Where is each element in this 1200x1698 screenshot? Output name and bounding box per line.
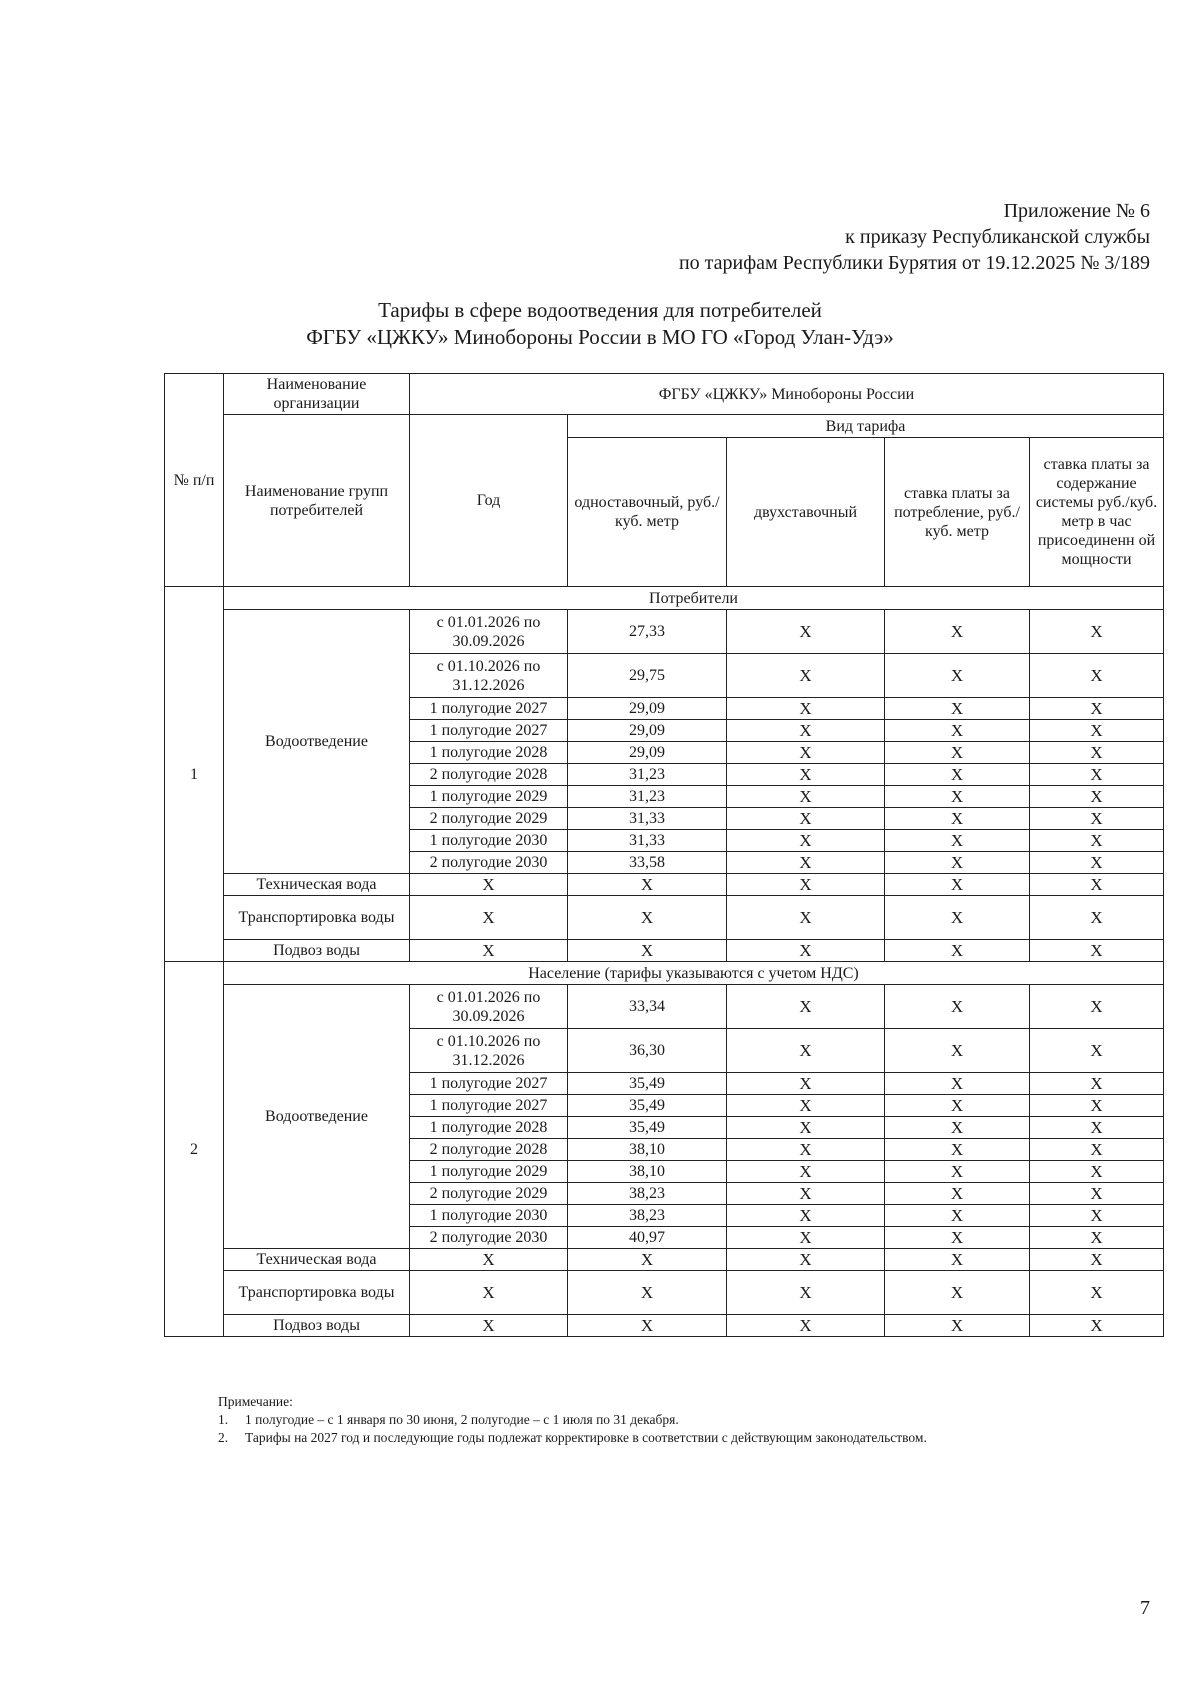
- group-name: Техническая вода: [224, 1249, 410, 1271]
- header-tariff-type: Вид тарифа: [568, 415, 1164, 438]
- header-row-1: [165, 374, 1164, 415]
- one-part-value: 27,33: [568, 610, 727, 654]
- section-title-row: [165, 962, 1164, 985]
- header-year: Год: [410, 415, 568, 587]
- one-part-value: 29,09: [568, 720, 727, 742]
- maintenance-rate-value: X: [1030, 1029, 1164, 1073]
- group-name: Транспортировка воды: [224, 896, 410, 940]
- consumption-rate-value: X: [885, 654, 1030, 698]
- one-part-value: 38,23: [568, 1183, 727, 1205]
- note-item: [218, 1411, 927, 1429]
- year-cell: 1 полугодие 2029: [410, 1161, 568, 1183]
- maintenance-rate-value: X: [1030, 896, 1164, 940]
- two-part-value: X: [727, 1095, 885, 1117]
- maintenance-rate-value: X: [1030, 1117, 1164, 1139]
- two-part-value: X: [727, 1117, 885, 1139]
- maintenance-rate-value: X: [1030, 1249, 1164, 1271]
- maintenance-rate-value: X: [1030, 808, 1164, 830]
- header-consumption-rate: ставка платы за потребление, руб./ куб. метр: [885, 438, 1030, 587]
- header-maintenance-rate: ставка платы за содержание системы руб./куб. метр в час присоединенн ой мощности: [1030, 438, 1164, 587]
- year-cell: 1 полугодие 2029: [410, 786, 568, 808]
- maintenance-rate-value: X: [1030, 1183, 1164, 1205]
- consumption-rate-value: X: [885, 940, 1030, 962]
- two-part-value: X: [727, 874, 885, 896]
- consumption-rate-value: X: [885, 852, 1030, 874]
- one-part-value: 35,49: [568, 1073, 727, 1095]
- one-part-value: 38,10: [568, 1139, 727, 1161]
- table-row: [165, 985, 1164, 1029]
- year-cell: 2 полугодие 2030: [410, 852, 568, 874]
- header-row-2: [165, 415, 1164, 438]
- header-one-part: одноставочный, руб./ куб. метр: [568, 438, 727, 587]
- two-part-value: X: [727, 940, 885, 962]
- consumption-rate-value: X: [885, 808, 1030, 830]
- note-number: 1.: [218, 1412, 229, 1427]
- consumption-rate-value: X: [885, 896, 1030, 940]
- two-part-value: X: [727, 720, 885, 742]
- two-part-value: X: [727, 985, 885, 1029]
- one-part-value: 29,09: [568, 698, 727, 720]
- maintenance-rate-value: X: [1030, 940, 1164, 962]
- consumption-rate-value: X: [885, 1315, 1030, 1337]
- group-name: Водоотведение: [224, 985, 410, 1249]
- two-part-value: X: [727, 1183, 885, 1205]
- year-cell: с 01.10.2026 по 31.12.2026: [410, 654, 568, 698]
- maintenance-rate-value: X: [1030, 610, 1164, 654]
- year-cell: X: [410, 874, 568, 896]
- section-title-row: [165, 587, 1164, 610]
- maintenance-rate-value: X: [1030, 874, 1164, 896]
- section-title: Население (тарифы указываются с учетом НДС): [224, 962, 1164, 985]
- two-part-value: X: [727, 1205, 885, 1227]
- two-part-value: X: [727, 1029, 885, 1073]
- year-cell: X: [410, 1249, 568, 1271]
- document-title: [0, 297, 1200, 351]
- section-number: 2: [165, 962, 224, 1337]
- title-line-1: Тарифы в сфере водоотведения для потребителей: [378, 298, 822, 322]
- two-part-value: X: [727, 610, 885, 654]
- consumption-rate-value: X: [885, 985, 1030, 1029]
- year-cell: X: [410, 896, 568, 940]
- group-name: Техническая вода: [224, 874, 410, 896]
- one-part-value: X: [568, 874, 727, 896]
- year-cell: 1 полугодие 2027: [410, 720, 568, 742]
- note-text: 1 полугодие – с 1 января по 30 июня, 2 полугодие – с 1 июля по 31 декабря.: [245, 1412, 679, 1427]
- one-part-value: 29,75: [568, 654, 727, 698]
- two-part-value: X: [727, 808, 885, 830]
- maintenance-rate-value: X: [1030, 985, 1164, 1029]
- two-part-value: X: [727, 1227, 885, 1249]
- consumption-rate-value: X: [885, 1139, 1030, 1161]
- two-part-value: X: [727, 1315, 885, 1337]
- consumption-rate-value: X: [885, 786, 1030, 808]
- two-part-value: X: [727, 654, 885, 698]
- note-item: [218, 1429, 927, 1447]
- maintenance-rate-value: X: [1030, 1315, 1164, 1337]
- year-cell: 1 полугодие 2027: [410, 1073, 568, 1095]
- one-part-value: 33,34: [568, 985, 727, 1029]
- tariffs-table: [164, 373, 1164, 1337]
- one-part-value: 40,97: [568, 1227, 727, 1249]
- one-part-value: X: [568, 896, 727, 940]
- one-part-value: 38,10: [568, 1161, 727, 1183]
- table-row: [165, 1249, 1164, 1271]
- two-part-value: X: [727, 1161, 885, 1183]
- maintenance-rate-value: X: [1030, 764, 1164, 786]
- header-org-name-label: Наименование организации: [224, 374, 410, 415]
- maintenance-rate-value: X: [1030, 1139, 1164, 1161]
- consumption-rate-value: X: [885, 698, 1030, 720]
- year-cell: 1 полугодие 2028: [410, 1117, 568, 1139]
- consumption-rate-value: X: [885, 874, 1030, 896]
- consumption-rate-value: X: [885, 1249, 1030, 1271]
- maintenance-rate-value: X: [1030, 698, 1164, 720]
- consumption-rate-value: X: [885, 1205, 1030, 1227]
- one-part-value: 31,33: [568, 808, 727, 830]
- header-group-name: Наименование групп потребителей: [224, 415, 410, 587]
- two-part-value: X: [727, 1073, 885, 1095]
- maintenance-rate-value: X: [1030, 742, 1164, 764]
- two-part-value: X: [727, 742, 885, 764]
- consumption-rate-value: X: [885, 1271, 1030, 1315]
- tariffs-table-body: [165, 374, 1164, 1337]
- section-title: Потребители: [224, 587, 1164, 610]
- year-cell: 2 полугодие 2029: [410, 808, 568, 830]
- appendix-line-1: Приложение № 6: [1003, 200, 1150, 222]
- year-cell: с 01.01.2026 по 30.09.2026: [410, 610, 568, 654]
- year-cell: X: [410, 1315, 568, 1337]
- two-part-value: X: [727, 830, 885, 852]
- maintenance-rate-value: X: [1030, 1073, 1164, 1095]
- two-part-value: X: [727, 1139, 885, 1161]
- two-part-value: X: [727, 698, 885, 720]
- one-part-value: 31,23: [568, 786, 727, 808]
- year-cell: 2 полугодие 2030: [410, 1227, 568, 1249]
- maintenance-rate-value: X: [1030, 1205, 1164, 1227]
- consumption-rate-value: X: [885, 764, 1030, 786]
- consumption-rate-value: X: [885, 1073, 1030, 1095]
- year-cell: 1 полугодие 2027: [410, 698, 568, 720]
- table-row: [165, 610, 1164, 654]
- group-name: Подвоз воды: [224, 1315, 410, 1337]
- table-row: [165, 1271, 1164, 1315]
- note-text: Тарифы на 2027 год и последующие годы подлежат корректировке в соответствии с действующим законодательством.: [245, 1430, 927, 1445]
- one-part-value: 31,23: [568, 764, 727, 786]
- page-number: 7: [1140, 1597, 1150, 1619]
- group-name: Водоотведение: [224, 610, 410, 874]
- year-cell: 2 полугодие 2029: [410, 1183, 568, 1205]
- consumption-rate-value: X: [885, 1029, 1030, 1073]
- one-part-value: 29,09: [568, 742, 727, 764]
- maintenance-rate-value: X: [1030, 830, 1164, 852]
- year-cell: 1 полугодие 2030: [410, 1205, 568, 1227]
- header-num: № п/п: [165, 374, 224, 587]
- year-cell: с 01.01.2026 по 30.09.2026: [410, 985, 568, 1029]
- title-line-2: ФГБУ «ЦЖКУ» Минобороны России в МО ГО «Город Улан-Удэ»: [306, 325, 894, 349]
- year-cell: X: [410, 1271, 568, 1315]
- consumption-rate-value: X: [885, 1117, 1030, 1139]
- table-row: [165, 940, 1164, 962]
- two-part-value: X: [727, 764, 885, 786]
- year-cell: 1 полугодие 2027: [410, 1095, 568, 1117]
- two-part-value: X: [727, 1271, 885, 1315]
- consumption-rate-value: X: [885, 1227, 1030, 1249]
- one-part-value: X: [568, 1271, 727, 1315]
- appendix-line-2: к приказу Республиканской службы: [845, 226, 1150, 248]
- table-row: [165, 874, 1164, 896]
- table-row: [165, 896, 1164, 940]
- year-cell: X: [410, 940, 568, 962]
- year-cell: 1 полугодие 2028: [410, 742, 568, 764]
- one-part-value: 38,23: [568, 1205, 727, 1227]
- appendix-header: [679, 198, 1150, 276]
- header-two-part: двухставочный: [727, 438, 885, 587]
- one-part-value: 33,58: [568, 852, 727, 874]
- appendix-line-3: по тарифам Республики Бурятия от 19.12.2025 № 3/189: [678, 252, 1150, 274]
- two-part-value: X: [727, 1249, 885, 1271]
- maintenance-rate-value: X: [1030, 1227, 1164, 1249]
- maintenance-rate-value: X: [1030, 720, 1164, 742]
- maintenance-rate-value: X: [1030, 1161, 1164, 1183]
- one-part-value: X: [568, 940, 727, 962]
- two-part-value: X: [727, 786, 885, 808]
- year-cell: с 01.10.2026 по 31.12.2026: [410, 1029, 568, 1073]
- table-row: [165, 1315, 1164, 1337]
- two-part-value: X: [727, 852, 885, 874]
- maintenance-rate-value: X: [1030, 1271, 1164, 1315]
- one-part-value: 36,30: [568, 1029, 727, 1073]
- section-number: 1: [165, 587, 224, 962]
- one-part-value: 35,49: [568, 1117, 727, 1139]
- one-part-value: X: [568, 1249, 727, 1271]
- consumption-rate-value: X: [885, 1183, 1030, 1205]
- year-cell: 1 полугодие 2030: [410, 830, 568, 852]
- notes-title: Примечание:: [218, 1394, 293, 1409]
- header-org-name: ФГБУ «ЦЖКУ» Минобороны России: [410, 374, 1164, 415]
- maintenance-rate-value: X: [1030, 654, 1164, 698]
- consumption-rate-value: X: [885, 610, 1030, 654]
- consumption-rate-value: X: [885, 1095, 1030, 1117]
- one-part-value: 35,49: [568, 1095, 727, 1117]
- year-cell: 2 полугодие 2028: [410, 764, 568, 786]
- consumption-rate-value: X: [885, 1161, 1030, 1183]
- consumption-rate-value: X: [885, 830, 1030, 852]
- one-part-value: X: [568, 1315, 727, 1337]
- group-name: Транспортировка воды: [224, 1271, 410, 1315]
- two-part-value: X: [727, 896, 885, 940]
- group-name: Подвоз воды: [224, 940, 410, 962]
- maintenance-rate-value: X: [1030, 852, 1164, 874]
- one-part-value: 31,33: [568, 830, 727, 852]
- note-number: 2.: [218, 1430, 229, 1445]
- notes: [218, 1393, 927, 1447]
- maintenance-rate-value: X: [1030, 786, 1164, 808]
- year-cell: 2 полугодие 2028: [410, 1139, 568, 1161]
- maintenance-rate-value: X: [1030, 1095, 1164, 1117]
- consumption-rate-value: X: [885, 720, 1030, 742]
- consumption-rate-value: X: [885, 742, 1030, 764]
